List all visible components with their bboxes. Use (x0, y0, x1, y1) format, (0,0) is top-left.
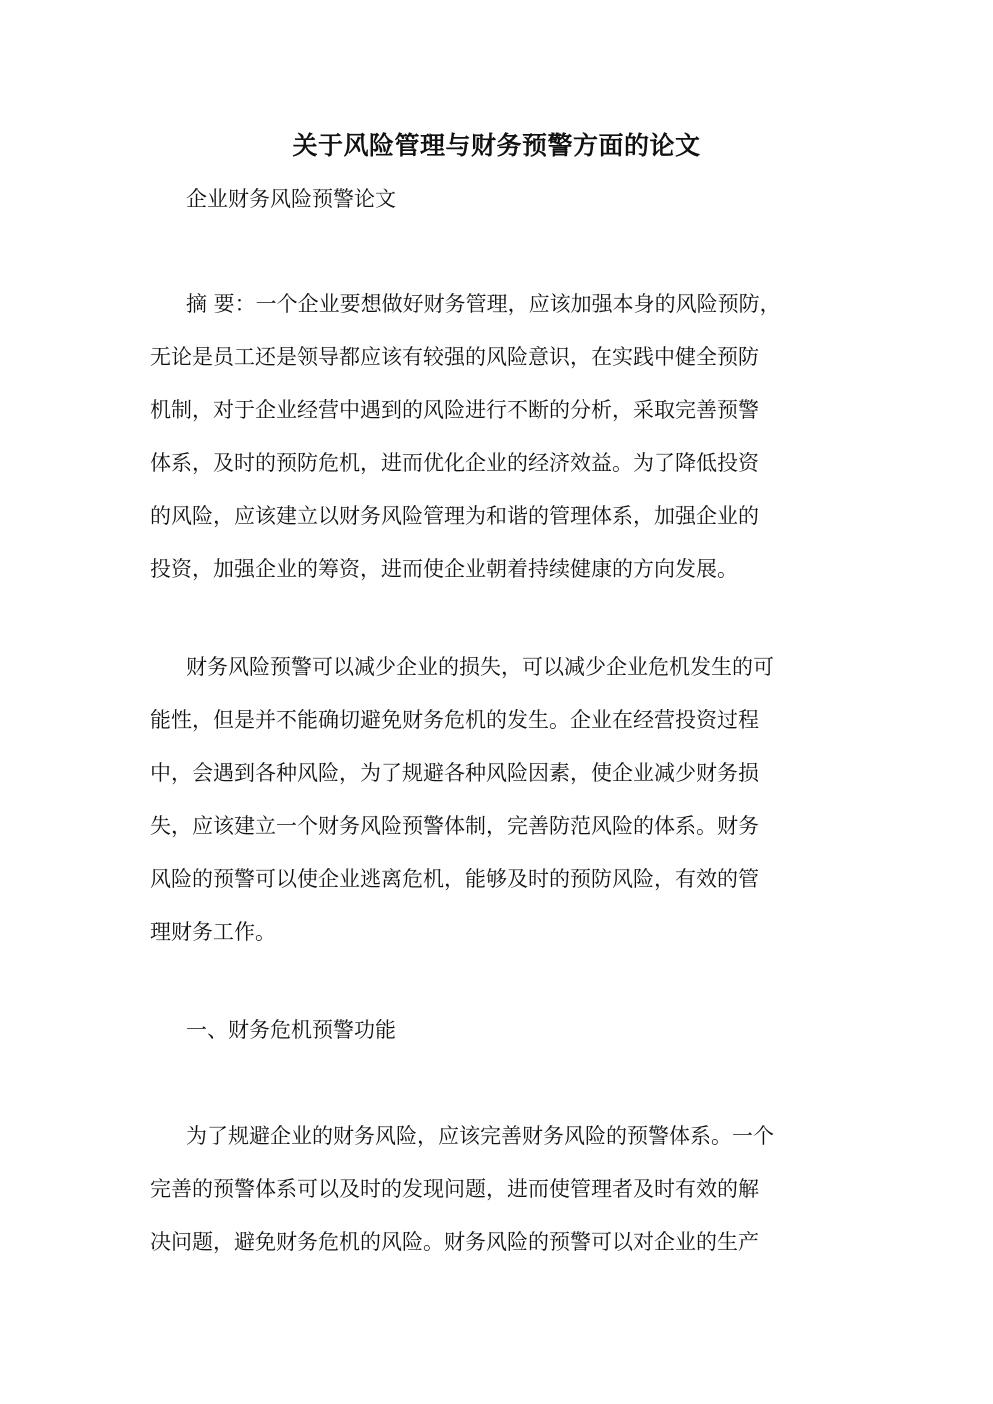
section-heading (150, 1004, 830, 1057)
paragraph-body-2 (150, 1110, 830, 1269)
paragraph-line: 理财务工作。 (150, 920, 276, 944)
paragraph-line: 中，会遇到各种风险，为了规避各种风险因素，使企业减少财务损 (150, 761, 759, 785)
paragraph-line: 失，应该建立一个财务风险预警体制，完善防范风险的体系。财务 (150, 814, 759, 838)
section-heading-line: 一、财务危机预警功能 (186, 1018, 396, 1042)
document-title: 关于风险管理与财务预警方面的论文 (292, 131, 701, 160)
paragraph-abstract (150, 278, 830, 596)
subtitle-line: 企业财务风险预警论文 (186, 187, 396, 211)
paragraph-line: 为了规避企业的财务风险，应该完善财务风险的预警体系。一个 (186, 1124, 774, 1148)
paragraph-line: 的风险，应该建立以财务风险管理为和谐的管理体系，加强企业的 (150, 504, 759, 528)
paragraph-line: 体系，及时的预防危机，进而优化企业的经济效益。为了降低投资 (150, 451, 759, 475)
paragraph-line: 无论是员工还是领导都应该有较强的风险意识，在实践中健全预防 (150, 345, 759, 369)
paragraph-line: 投资，加强企业的筹资，进而使企业朝着持续健康的方向发展。 (150, 557, 738, 581)
paragraph-line: 风险的预警可以使企业逃离危机，能够及时的预防风险，有效的管 (150, 867, 759, 891)
paragraph-line: 机制，对于企业经营中遇到的风险进行不断的分析，采取完善预警 (150, 398, 759, 422)
paragraph-line: 决问题，避免财务危机的风险。财务风险的预警可以对企业的生产 (150, 1230, 759, 1254)
paragraph-line: 能性，但是并不能确切避免财务危机的发生。企业在经营投资过程 (150, 708, 759, 732)
paragraph-line: 摘 要：一个企业要想做好财务管理，应该加强本身的风险预防， (186, 292, 781, 316)
document-subtitle (150, 177, 830, 221)
paragraph-line: 财务风险预警可以减少企业的损失，可以减少企业危机发生的可 (186, 655, 774, 679)
paragraph-body-1 (150, 641, 830, 959)
paragraph-line: 完善的预警体系可以及时的发现问题，进而使管理者及时有效的解 (150, 1177, 759, 1201)
